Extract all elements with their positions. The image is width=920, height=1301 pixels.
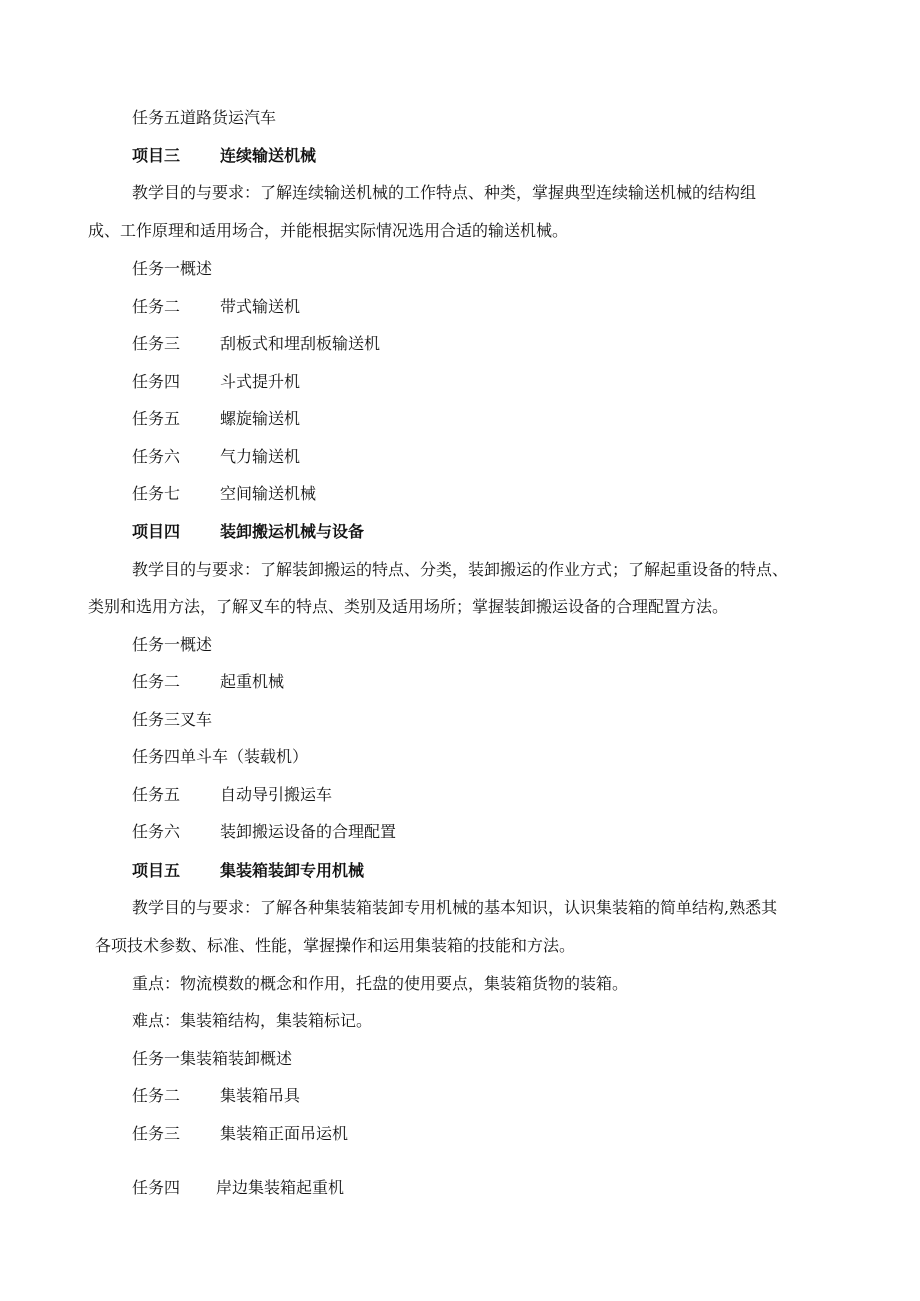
project-title: 连续输送机械 bbox=[220, 146, 317, 165]
task-line bbox=[132, 1178, 344, 1198]
project-label: 项目五 bbox=[132, 861, 181, 880]
task-title: 集装箱正面吊运机 bbox=[220, 1124, 349, 1143]
goal-paragraph-line: 教学目的与要求：了解连续输送机械的工作特点、种类，掌握典型连续输送机械的结构组 bbox=[132, 183, 757, 202]
task-label: 任务七 bbox=[132, 484, 181, 503]
task-line: 任务三叉车 bbox=[132, 710, 213, 729]
task-line bbox=[132, 672, 284, 692]
task-label: 任务三 bbox=[132, 334, 181, 353]
goal-paragraph-line: 成、工作原理和适用场合，并能根据实际情况选用合适的输送机械。 bbox=[88, 221, 569, 240]
task-label: 任务二 bbox=[132, 297, 181, 316]
task-line bbox=[132, 1124, 348, 1144]
task-line: 任务一集装箱装卸概述 bbox=[132, 1049, 293, 1068]
key-point-line: 重点：物流模数的概念和作用，托盘的使用要点，集装箱货物的装箱。 bbox=[132, 974, 629, 993]
task-title: 集装箱吊具 bbox=[220, 1086, 301, 1105]
task-line: 任务一概述 bbox=[132, 259, 213, 278]
task-line bbox=[132, 822, 396, 842]
task-line bbox=[132, 484, 316, 504]
difficulty-line: 难点：集装箱结构，集装箱标记。 bbox=[132, 1011, 373, 1030]
task-title: 斗式提升机 bbox=[220, 372, 301, 391]
project-label: 项目四 bbox=[132, 522, 181, 541]
task-line bbox=[132, 334, 380, 354]
task-title: 空间输送机械 bbox=[220, 484, 317, 503]
task-label: 任务五 bbox=[132, 785, 181, 804]
task-label: 任务四 bbox=[132, 372, 181, 391]
task-label: 任务二 bbox=[132, 1086, 181, 1105]
project-heading bbox=[132, 522, 364, 542]
goal-paragraph-line: 教学目的与要求：了解各种集装箱装卸专用机械的基本知识，认识集装箱的简单结构,熟悉其 bbox=[132, 898, 778, 917]
task-line bbox=[132, 1086, 300, 1106]
task-label: 任务四 bbox=[132, 1178, 181, 1197]
project-heading bbox=[132, 861, 364, 881]
project-title: 集装箱装卸专用机械 bbox=[220, 861, 365, 880]
task-title: 带式输送机 bbox=[220, 297, 301, 316]
task-line bbox=[132, 297, 300, 317]
task-line bbox=[132, 409, 300, 429]
task-line bbox=[132, 785, 332, 805]
task-title: 螺旋输送机 bbox=[220, 409, 301, 428]
task-title: 刮板式和埋刮板输送机 bbox=[220, 334, 381, 353]
task-line bbox=[132, 372, 300, 392]
project-heading bbox=[132, 146, 316, 166]
task-label: 任务二 bbox=[132, 672, 181, 691]
goal-paragraph-line: 类别和选用方法，了解叉车的特点、类别及适用场所；掌握装卸搬运设备的合理配置方法。 bbox=[88, 597, 729, 616]
project-title: 装卸搬运机械与设备 bbox=[220, 522, 365, 541]
task-label: 任务六 bbox=[132, 822, 181, 841]
task-title: 起重机械 bbox=[220, 672, 285, 691]
task-line bbox=[132, 447, 300, 467]
task-title: 自动导引搬运车 bbox=[220, 785, 333, 804]
task-title: 装卸搬运设备的合理配置 bbox=[220, 822, 397, 841]
task-title: 岸边集装箱起重机 bbox=[216, 1178, 345, 1197]
goal-paragraph-line: 各项技术参数、标准、性能，掌握操作和运用集装箱的技能和方法。 bbox=[95, 936, 576, 955]
task-label: 任务五 bbox=[132, 409, 181, 428]
project-label: 项目三 bbox=[132, 146, 181, 165]
task-label: 任务六 bbox=[132, 447, 181, 466]
task-line: 任务一概述 bbox=[132, 635, 213, 654]
task-line: 任务五道路货运汽车 bbox=[132, 108, 277, 127]
task-label: 任务三 bbox=[132, 1124, 181, 1143]
task-line: 任务四单斗车（装载机） bbox=[132, 747, 309, 766]
goal-paragraph-line: 教学目的与要求：了解装卸搬运的特点、分类，装卸搬运的作业方式；了解起重设备的特点、 bbox=[132, 560, 789, 579]
task-title: 气力输送机 bbox=[220, 447, 301, 466]
